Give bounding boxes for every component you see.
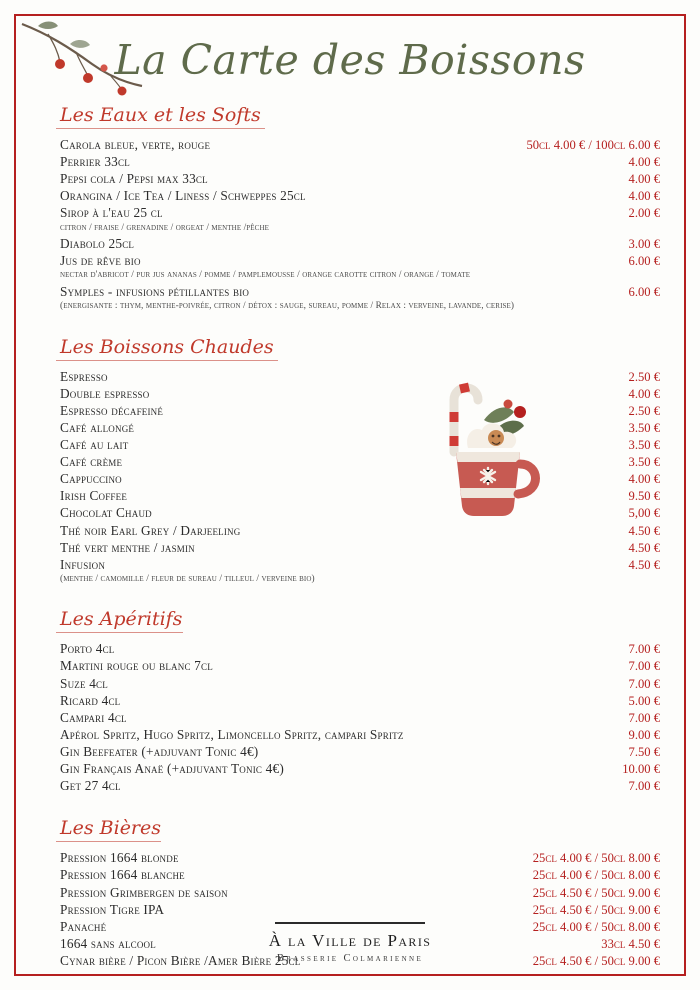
item-price: 50cl 4.00 € / 100cl 6.00 € [526, 138, 660, 152]
item-price: 25cl 4.00 € / 50cl 8.00 € [532, 868, 660, 883]
item-name: Café crème [60, 454, 123, 470]
menu-row [60, 657, 660, 674]
item-price: 9.00 € [628, 727, 660, 742]
item-price: 4.00 € [628, 472, 660, 487]
item-name: Infusion [60, 556, 106, 572]
item-price: 4.00 € [628, 155, 660, 170]
item-name: Gin Français Anaë (+adjuvant Tonic 4€) [60, 761, 284, 777]
section-rows [60, 640, 660, 794]
item-price: 7.00 € [628, 642, 660, 657]
menu-row [60, 235, 660, 252]
item-price: 25cl 4.00 € / 50cl 8.00 € [532, 919, 660, 934]
item-name: Café allongé [60, 419, 135, 435]
menu-row [60, 170, 660, 187]
menu-row [60, 487, 660, 504]
item-price: 7.00 € [628, 676, 660, 691]
item-price: 2.50 € [628, 403, 660, 418]
item-price: 5.00 € [628, 693, 660, 708]
item-name: Espresso [60, 368, 108, 384]
item-name: Cappuccino [60, 471, 122, 487]
item-name: Perrier 33cl [60, 154, 130, 170]
item-name: Café au lait [60, 436, 129, 452]
item-name: Apérol Spritz, Hugo Spritz, Limoncello Spritz, campari Spritz [60, 726, 404, 742]
item-name: Ricard 4cl [60, 692, 121, 708]
item-name: Pression 1664 blonde [60, 850, 179, 866]
menu-row [60, 760, 660, 777]
christmas-mug-icon [408, 356, 568, 521]
restaurant-name: À la Ville de Paris [268, 931, 432, 950]
section-heading: Les Eaux et les Softs [60, 104, 261, 126]
menu-row [60, 385, 660, 402]
section-heading: Les Boissons Chaudes [60, 335, 274, 358]
menu-row [60, 187, 660, 204]
section-heading: Les Apéritifs [60, 608, 183, 631]
item-name: Thé noir Earl Grey / Darjeeling [60, 522, 241, 538]
item-name: Chocolat Chaud [60, 505, 152, 521]
item-name: Panaché [60, 918, 107, 934]
footer [0, 922, 700, 964]
item-price: 7.00 € [628, 659, 660, 674]
menu-row [60, 504, 660, 521]
item-name: Porto 4cl [60, 641, 115, 657]
item-price: 25cl 4.50 € / 50cl 9.00 € [532, 954, 660, 969]
item-price: 25cl 4.00 € / 50cl 8.00 € [532, 851, 660, 866]
restaurant-subtitle: Brasserie Colmarienne [276, 953, 424, 964]
item-name: Campari 4cl [60, 709, 127, 725]
menu-row [60, 556, 660, 573]
item-name: Sirop à l'eau 25 cl [60, 205, 163, 221]
item-name: Cynar bière / Picon Bière /Amer Bière 25cl [60, 953, 301, 969]
menu-row [60, 777, 660, 794]
item-name: Pression 1664 blanche [60, 867, 185, 883]
section-rows [60, 368, 660, 586]
item-price: 4.00 € [628, 189, 660, 204]
menu-row [60, 283, 660, 300]
item-name: Double espresso [60, 385, 150, 401]
menu-row [60, 743, 660, 760]
item-note: (energisante : thym, menthe-poivrée, citron / détox : sauge, sureau, pomme / Relax : verveine, lavande, cerise) [60, 300, 515, 311]
item-name: 1664 sans alcool [60, 935, 156, 951]
menu-row [60, 470, 660, 487]
section-heading: Les Bières [60, 817, 162, 840]
item-name: Orangina / Ice Tea / Liness / Schweppes 25cl [60, 188, 306, 204]
item-price: 3.50 € [628, 437, 660, 452]
menu-row [60, 436, 660, 453]
section-boissons-chaudes [52, 336, 660, 586]
item-name: Diabolo 25cl [60, 236, 135, 252]
item-name: Pression Grimbergen de saison [60, 884, 228, 900]
item-note: citron / fraise / grenadine / orgeat / menthe /pêche [60, 222, 269, 233]
menu-row [60, 675, 660, 692]
item-note: nectar d'abricot / pur jus ananas / pomme / pamplemousse / orange carotte citron / orange / tomate [60, 270, 471, 281]
item-price: 4.50 € [628, 540, 660, 555]
menu-row [60, 136, 660, 153]
item-price: 3.00 € [628, 237, 660, 252]
item-price: 25cl 4.50 € / 50cl 9.00 € [532, 885, 660, 900]
menu-row [60, 849, 660, 866]
menu-row [60, 539, 660, 556]
menu-row [60, 692, 660, 709]
item-name: Jus de rêve bio [60, 253, 141, 269]
page-title: La Carte des Boissons [114, 36, 586, 84]
item-price: 33cl 4.50 € [601, 936, 660, 951]
menu-row [60, 252, 660, 269]
item-price: 25cl 4.50 € / 50cl 9.00 € [532, 902, 660, 917]
menu-row [60, 866, 660, 883]
item-price: 7.00 € [628, 779, 660, 794]
section-aperitifs [52, 608, 660, 794]
menu-row [60, 901, 660, 918]
menu-row [60, 419, 660, 436]
section-rows [60, 136, 660, 313]
item-price: 4.00 € [628, 172, 660, 187]
item-price: 4.50 € [628, 557, 660, 572]
item-name: Thé vert menthe / jasmin [60, 539, 195, 555]
item-price: 5,00 € [628, 506, 660, 521]
menu-row [60, 402, 660, 419]
item-name: Pression Tigre IPA [60, 901, 165, 917]
item-name: Suze 4cl [60, 675, 108, 691]
item-name: Espresso décafeiné [60, 402, 164, 418]
item-price: 6.00 € [628, 284, 660, 299]
item-name: Get 27 4cl [60, 778, 121, 794]
item-price: 2.50 € [628, 369, 660, 384]
menu-row [60, 640, 660, 657]
item-name: Pepsi cola / Pepsi max 33cl [60, 171, 208, 187]
item-note: (menthe / camomille / fleur de sureau / tilleul / verveine bio) [60, 573, 315, 584]
menu-row [60, 726, 660, 743]
item-price: 3.50 € [628, 455, 660, 470]
item-name: Symples - infusions pétillantes bio [60, 283, 250, 299]
item-price: 4.00 € [628, 386, 660, 401]
menu-row [60, 884, 660, 901]
footer-divider [275, 922, 425, 924]
menu-row [60, 709, 660, 726]
item-price: 10.00 € [622, 762, 660, 777]
item-name: Irish Coffee [60, 488, 128, 504]
menu-content [52, 104, 660, 985]
item-name: Carola bleue, verte, rouge [60, 137, 211, 152]
item-price: 7.50 € [628, 745, 660, 760]
item-name: Gin Beefeater (+adjuvant Tonic 4€) [60, 744, 259, 760]
menu-row [60, 453, 660, 470]
section-eaux-softs [52, 104, 660, 313]
item-price: 4.50 € [628, 523, 660, 538]
menu-row [60, 368, 660, 385]
item-name: Martini rouge ou blanc 7cl [60, 658, 213, 674]
menu-row [60, 204, 660, 221]
menu-row [60, 153, 660, 170]
item-price: 9.50 € [628, 489, 660, 504]
item-price: 6.00 € [628, 254, 660, 269]
item-price: 3.50 € [628, 420, 660, 435]
item-price: 7.00 € [628, 710, 660, 725]
item-price: 2.00 € [628, 206, 660, 221]
menu-row [60, 522, 660, 539]
